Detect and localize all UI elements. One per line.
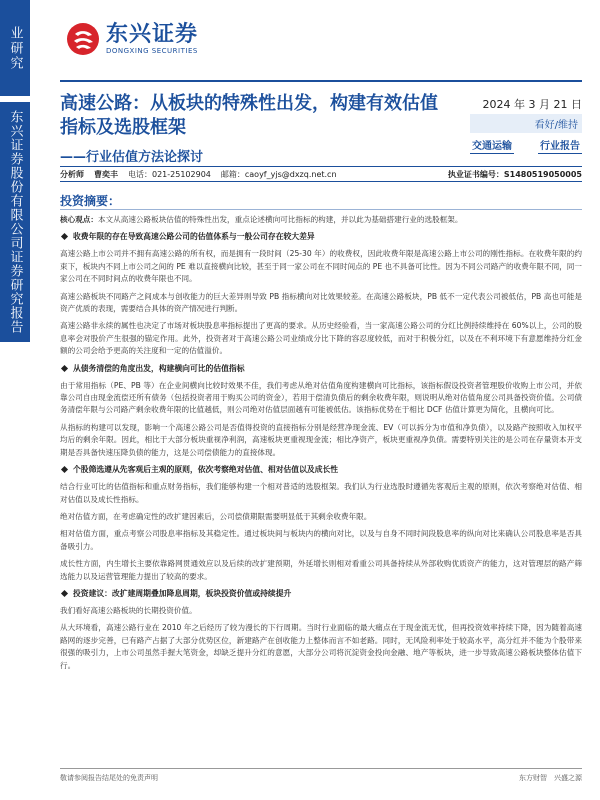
sidebar-category-label: 业研究 [0,0,30,96]
paragraph-9: 成长性方面，内生增长主要依靠路网贯通效应以及后续的改扩建预期，外延增长则相对看重公司具备持续从外部收购优质资产的能力，这对管理层的路产筛选能力以及运营管理能力提出了较高的要求。 [60,559,582,581]
point-heading-2 [60,363,582,375]
point-heading-3 [60,464,582,476]
point-heading-1 [60,231,582,243]
logo-chinese-name: 东兴证券 [106,22,199,47]
header-rule [60,80,582,82]
point-heading-text: 收费年限的存在导致高速公路公司的估值体系与一般公司存在较大差异 [73,232,315,242]
report-body [60,214,582,677]
core-view-label: 核心观点： [60,215,98,224]
analyst-bar [60,166,582,182]
point-heading-text: 投资建议：改扩建周期叠加降息周期，板块投资价值或持续提升 [73,588,292,598]
report-meta [470,96,582,154]
paragraph-3: 高速公路非永续的属性也决定了市场对板块股息率指标提出了更高的要求。从历史经验看，当一家高速公路公司的分红比例持续维持在 60%以上，公司的股息率会对股价产生很强的锚定作用。此外，投资者对于高速公路公司业绩成分比下降的容忍度较低，而对于积极分红，以及在不利环境下有意愿维持分红金额的公司会给予更高的关注度和一定的估值溢价。 [60,321,582,356]
footer-slogan: 东方财智 兴盛之源 [519,774,582,782]
paragraph-10: 我们看好高速公路板块的长期投资价值。 [60,605,197,615]
logo-english-name: DONGXING SECURITIES [106,47,198,55]
report-title: 高速公路：从板块的特殊性出发，构建有效估值指标及选股框架 [60,93,438,138]
analyst-name: 曹奕丰 [94,169,118,179]
core-view-paragraph [60,214,582,226]
diamond-bullet-icon [61,590,68,597]
analyst-phone: 电话：021-25102904 [128,169,211,179]
analyst-label: 分析师 [60,169,84,179]
core-view-text: 本文从高速公路板块估值的特殊性出发，重点论述横向可比指标的构建，并以此为基础搭建行业的选股框架。 [97,215,463,224]
report-subtitle: ——行业估值方法论探讨 [60,150,204,165]
paragraph-7: 绝对估值方面，在考虑确定性的改扩建因素后，公司偿债期限需要明显低于其剩余收费年限。 [60,511,372,521]
left-sidebar [0,0,30,800]
footer-disclaimer: 敬请参阅报告结尾处的免责声明 [60,774,158,782]
tag-industry: 交通运输 [470,136,514,154]
footer-rule [60,768,582,769]
point-heading-4 [60,588,582,600]
paragraph-5: 从指标的构建可以发现，影响一个高速公路公司是否值得投资的直接指标分别是经营净现金流、EV（可以拆分为市值和净负债），以及路产按照收入加权平均后的剩余年限。因此，相比于大部分板块重视净利润，高速板块更重视现金流；相比净资产，板块更重视净负债。需要特别关注的是公司在存量资本开支期是否具备快速压降负债的能力，这是公司偿债能力的直接体现。 [60,422,582,457]
paragraph-2: 高速公路板块不同路产之间成本与创收能力的巨大差异则导致 PB 指标横向对比效果较差。在高速公路板块，PB 低不一定代表公司被低估，PB 高也可能是资产优质的表现，需要结合具体的资产情况进行判断。 [60,291,582,314]
paragraph-8: 相对估值方面，重点考察公司股息率指标及其稳定性。通过板块间与板块内的横向对比，以及与自身不同时间段股息率的纵向对比来确认公司股息率是否具备吸引力。 [60,529,582,551]
paragraph-6: 结合行业可比的估值指标和重点财务指标，我们能够构建一个相对普适的选股框架。我们认为行业选股时遵循先客观后主观的原则，依次考察绝对估值、相对估值以及成长性指标。 [60,482,582,504]
logo-emblem-icon [66,22,100,56]
diamond-bullet-icon [61,365,68,372]
report-date: 2024 年 3 月 21 日 [482,98,582,111]
company-logo [66,22,198,56]
tag-report-type: 行业报告 [538,136,582,154]
analyst-cert: 执业证书编号：S1480519050005 [447,169,582,179]
sidebar-company-label: 东兴证券股份有限公司证券研究报告 [0,102,30,342]
analyst-email: 邮箱：caoyf_yjs@dxzq.net.cn [220,169,337,179]
summary-heading: 投资摘要： [60,194,121,208]
point-heading-text: 从债务清偿的角度出发，构建横向可比的估值指标 [73,363,245,373]
report-tags [470,136,582,154]
rating-badge: 看好/维持 [470,114,582,133]
point-heading-text: 个股筛选遵从先客观后主观的原则，依次考察绝对估值、相对估值以及成长性 [73,465,339,475]
paragraph-1: 高速公路上市公司并不拥有高速公路的所有权，而是拥有一段时间（25-30 年）的收费权，因此收费年限是高速公路上市公司的刚性指标。在收费年限的约束下，板块内不同上市公司之间的 PE 难以直接横向比较，甚至于同一家公司在不同时间点的 PE 也不具备可比性。因为不同公司路产的收费年限不同，同一家公司在不同时间点的收费年限也不同。 [60,249,582,284]
paragraph-4: 由于常用指标（PE、PB 等）在企业间横向比较时效果不佳，我们考虑从绝对估值角度构建横向可比指标，该指标假设投资者管理股价收购上市公司，并依靠公司自由现金流偿还所有债务（包括投资者用于购买公司的资金），若用于偿清负债后的剩余收费年限，则说明从绝对估值角度公司具备投资价值。公司债务清偿年限与公司路产剩余收费年限的比值越低，则公司绝对估值层面越有可能被低估。该指标优势在于相比 DCF 估值计算更为简化，且横向可比。 [60,380,582,415]
summary-rule [60,209,582,210]
diamond-bullet-icon [61,233,68,240]
diamond-bullet-icon [61,466,68,473]
paragraph-11: 从大环境看，高速公路行业在 2010 年之后经历了较为漫长的下行周期。当时行业面临的最大痛点在于现金流无忧，但再投资效率持续下降，因为随着高速路网的逐步完善，已有路产占据了大部分优势区位，新建路产在创收能力上整体而言不如老路。同时，无风险利率处于较高水平，高分红并不能为个股带来很强的吸引力，上市公司虽然手握大笔资金，却缺乏提升分红的意愿，大部分公司将沉淀资金投向金融、地产等板块，进一步导致高速公路板块整体估值下行。 [60,623,582,670]
